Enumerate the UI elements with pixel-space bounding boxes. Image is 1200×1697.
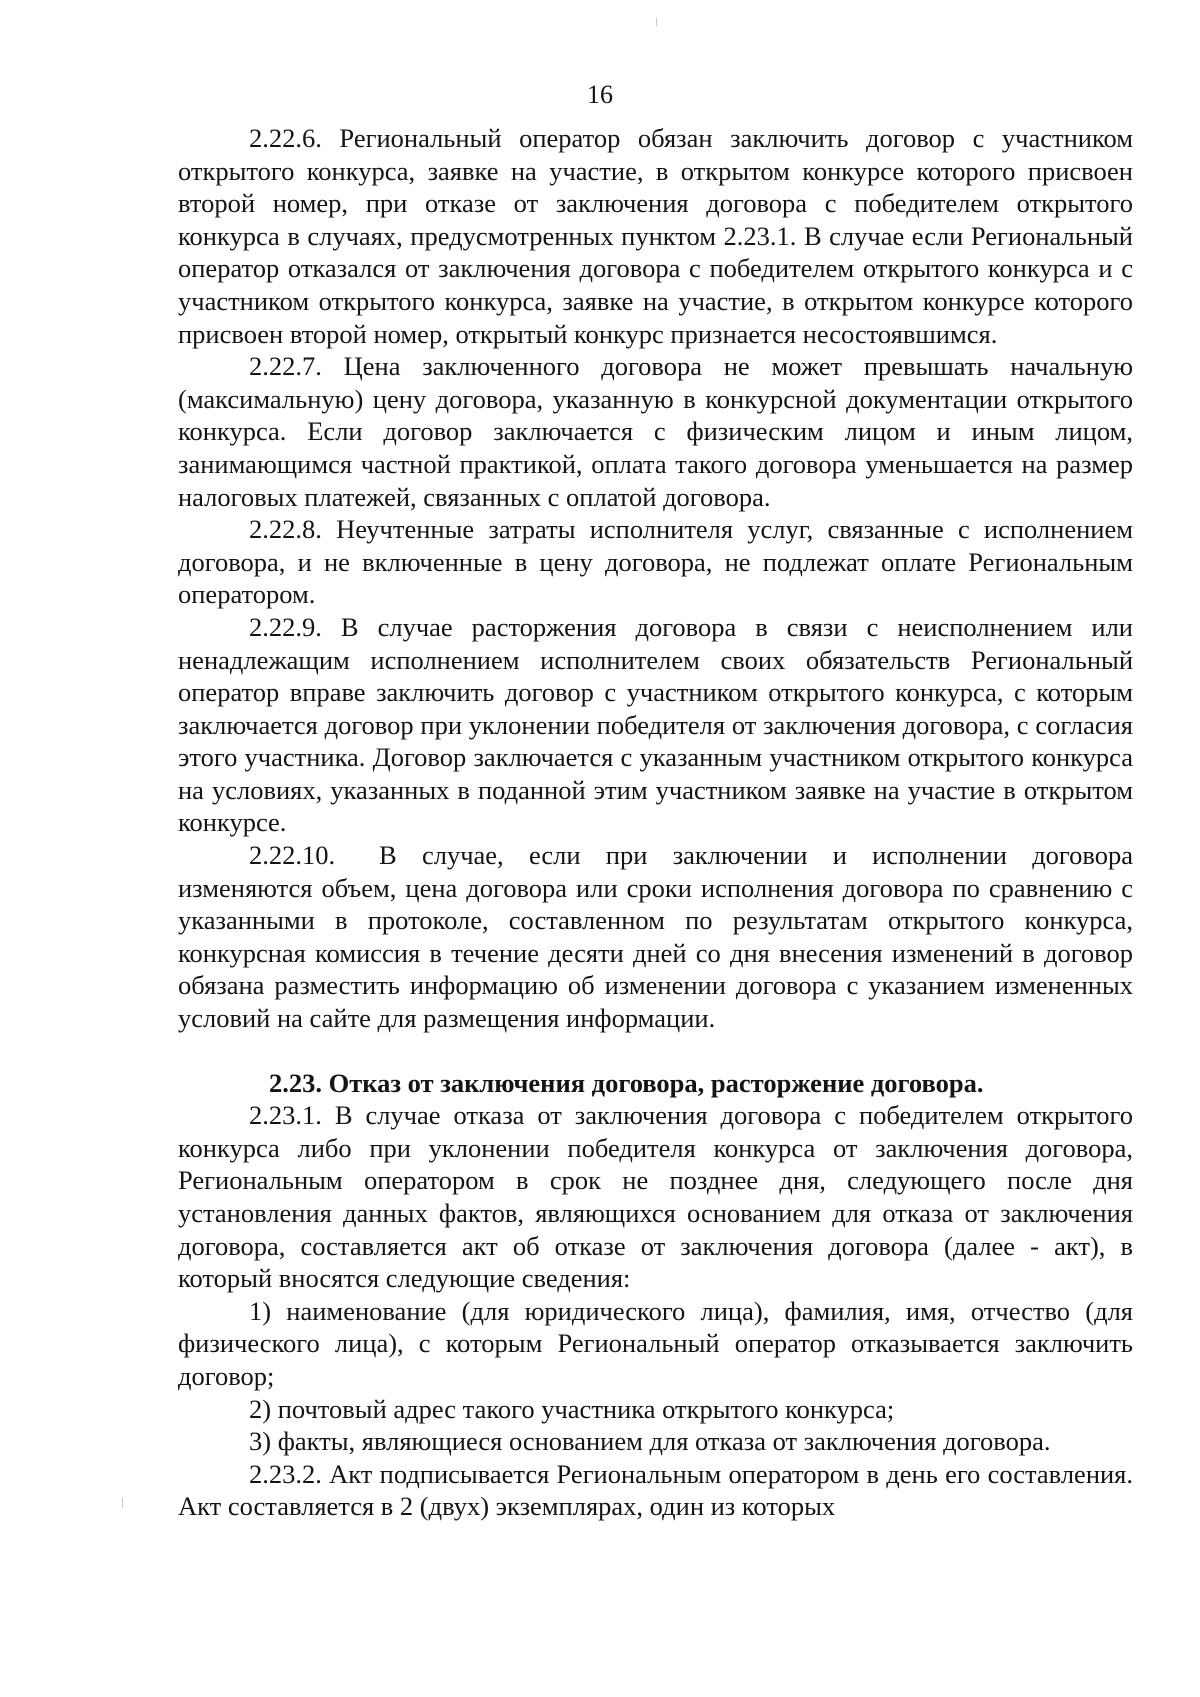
paragraph-2-22-10: [178, 839, 1133, 1035]
paragraph-text: В случае, если при заключении и исполнении договора изменяются объем, цена договора или сроки исполнения договора по сравнению с указанными в протоколе, составленном по результатам открытого конкурса, конкурсная комиссия в течение десяти дней со дня внесения изменений в договор обязана разместить информацию об изменении договора с указанием измененных условий на сайте для размещения информации.: [178, 840, 1133, 1034]
paragraph-2-22-6: 2.22.6. Региональный оператор обязан заключить договор с участником открытого конкурса, заявке на участие, в открытом конкурсе которого присвоен второй номер, при отказе от заключения договора с победителем открытого конкурса в случаях, предусмотренных пунктом 2.23.1. В случае если Региональный оператор отказался от заключения договора с победителем открытого конкурса и с участником открытого конкурса, заявке на участие, в открытом конкурсе которого присвоен второй номер, открытый конкурс признается несостоявшимся.: [178, 123, 1133, 349]
list-item-2: 2) почтовый адрес такого участника открытого конкурса;: [249, 1393, 895, 1424]
section-heading: 2.23. Отказ от заключения договора, расторжение договора.: [269, 1067, 984, 1098]
paragraph-number: 2.22.10.: [249, 840, 336, 871]
list-item-1: 1) наименование (для юридического лица), фамилия, имя, отчество (для физического лица), с которым Региональный оператор отказывается заключить договор;: [178, 1295, 1133, 1391]
paragraph-2-23-2: 2.23.2. Акт подписывается Региональным оператором в день его составления. Акт составляется в 2 (двух) экземплярах, один из которых: [178, 1458, 1133, 1522]
paragraph-2-22-8: 2.22.8. Неучтенные затраты исполнителя услуг, связанные с исполнением договора, и не включенные в цену договора, не подлежат оплате Региональным оператором.: [178, 514, 1133, 610]
scan-artifact: [122, 1498, 123, 1508]
scan-artifact: [656, 18, 657, 26]
paragraph-2-23-1: 2.23.1. В случае отказа от заключения договора с победителем открытого конкурса либо при уклонении победителя конкурса от заключения договора, Региональным оператором в срок не позднее дня, следующего после дня установления данных фактов, являющихся основанием для отказа от заключения договора, составляется акт об отказе от заключения договора (далее - акт), в который вносятся следующие сведения:: [178, 1100, 1133, 1294]
page-number: 16: [587, 80, 613, 109]
document-body: [178, 122, 1133, 1523]
paragraph-2-22-7: 2.22.7. Цена заключенного договора не может превышать начальную (максимальную) цену договора, указанную в конкурсной документации открытого конкурса. Если договор заключается с физическим лицом и иным лицом, занимающимся частной практикой, оплата такого договора уменьшается на размер налоговых платежей, связанных с оплатой договора.: [178, 351, 1133, 512]
list-item-3: 3) факты, являющиеся основанием для отказа от заключения договора.: [249, 1426, 1051, 1457]
paragraph-2-22-9: 2.22.9. В случае расторжения договора в связи с неисполнением или ненадлежащим исполнением исполнителем своих обязательств Региональный оператор вправе заключить договор с участником открытого конкурса, с которым заключается договор при уклонении победителя от заключения договора, с согласия этого участника. Договор заключается с указанным участником открытого конкурса на условиях, указанных в поданной этим участником заявке на участие в открытом конкурсе.: [178, 611, 1133, 838]
